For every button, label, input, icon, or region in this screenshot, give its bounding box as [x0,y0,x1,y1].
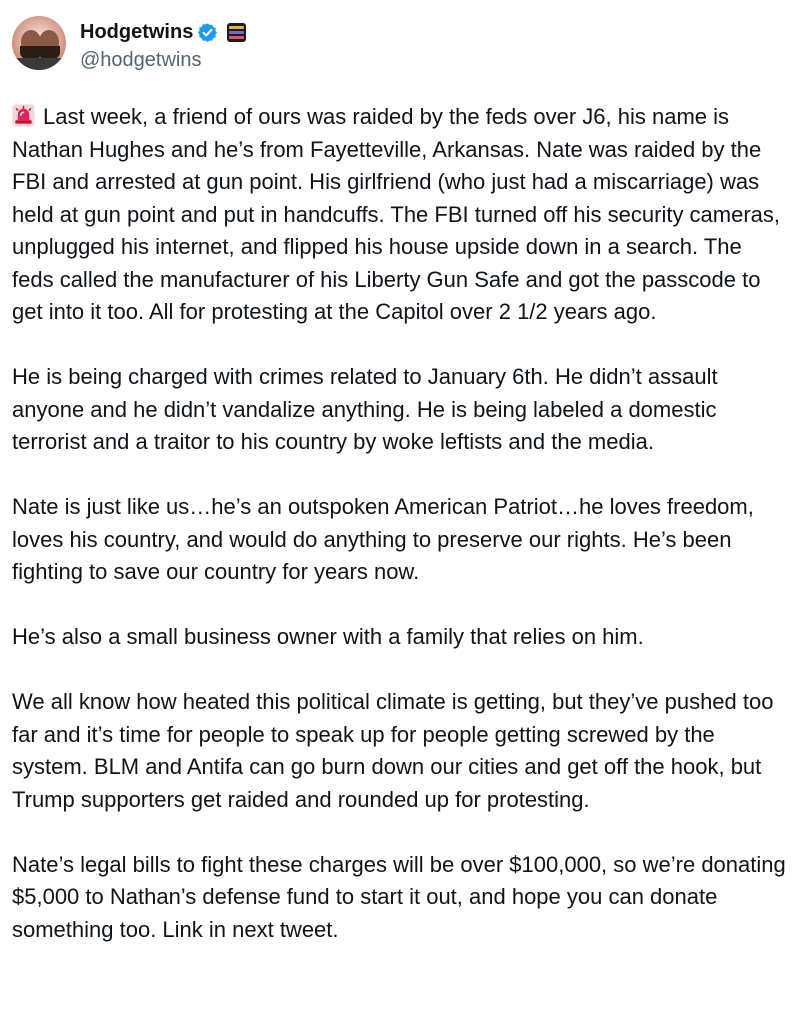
author-name-row [80,19,246,45]
avatar-shirt [12,58,66,70]
tweet-paragraph: He’s also a small business owner with a family that relies on him. [12,624,644,649]
tweet-text [12,101,787,946]
affiliate-badge-stripe [229,26,244,29]
affiliate-badge-stripe [229,31,244,34]
tweet-header [12,16,246,76]
tweet-paragraph [12,101,787,329]
author-handle[interactable]: @hodgetwins [80,49,202,71]
tweet-paragraph: Nate’s legal bills to fight these charges will be over $100,000, so we’re donating $5,000 to Nathan’s defense fund to start it out, and hope you can donate something too. Link in next tweet. [12,851,786,942]
author-display-name[interactable]: Hodgetwins [80,21,194,43]
avatar[interactable] [12,16,66,70]
tweet-paragraph: We all know how heated this political climate is getting, but they’ve pushed too far and it’s time for people to speak up for people getting screwed by the system. BLM and Antifa can go burn down our cities and get off the hook, but Trump supporters get raided and rounded up for protesting. [12,689,774,812]
affiliate-badge-stripe [229,36,244,39]
tweet-paragraph: He is being charged with crimes related to January 6th. He didn’t assault anyone and he didn’t vandalize anything. He is being labeled a domestic terrorist and a traitor to his country by woke leftists and the media. [12,364,718,454]
verified-badge-icon [197,22,218,43]
rotating-light-icon [12,104,35,127]
affiliate-badge-icon[interactable] [227,23,246,42]
author-identity [80,19,246,72]
tweet-paragraph: Nate is just like us…he’s an outspoken American Patriot…he loves freedom, loves his country, and would do anything to preserve our rights. He’s been fighting to save our country for years now. [12,494,754,584]
tweet-paragraph-text: Last week, a friend of ours was raided by the feds over J6, his name is Nathan Hughes and he’s from Fayetteville, Arkansas. Nate was raided by the FBI and arrested at gun point. His girlfriend (who just had a miscarriage) was held at gun point and put in handcuffs. The FBI turned off his security cameras, unplugged his internet, and flipped his house upside down in a search. The feds called the manufacturer of his Liberty Gun Safe and got the passcode to get into it too. All for protesting at the Capitol over 2 1/2 years ago. [12,104,781,324]
